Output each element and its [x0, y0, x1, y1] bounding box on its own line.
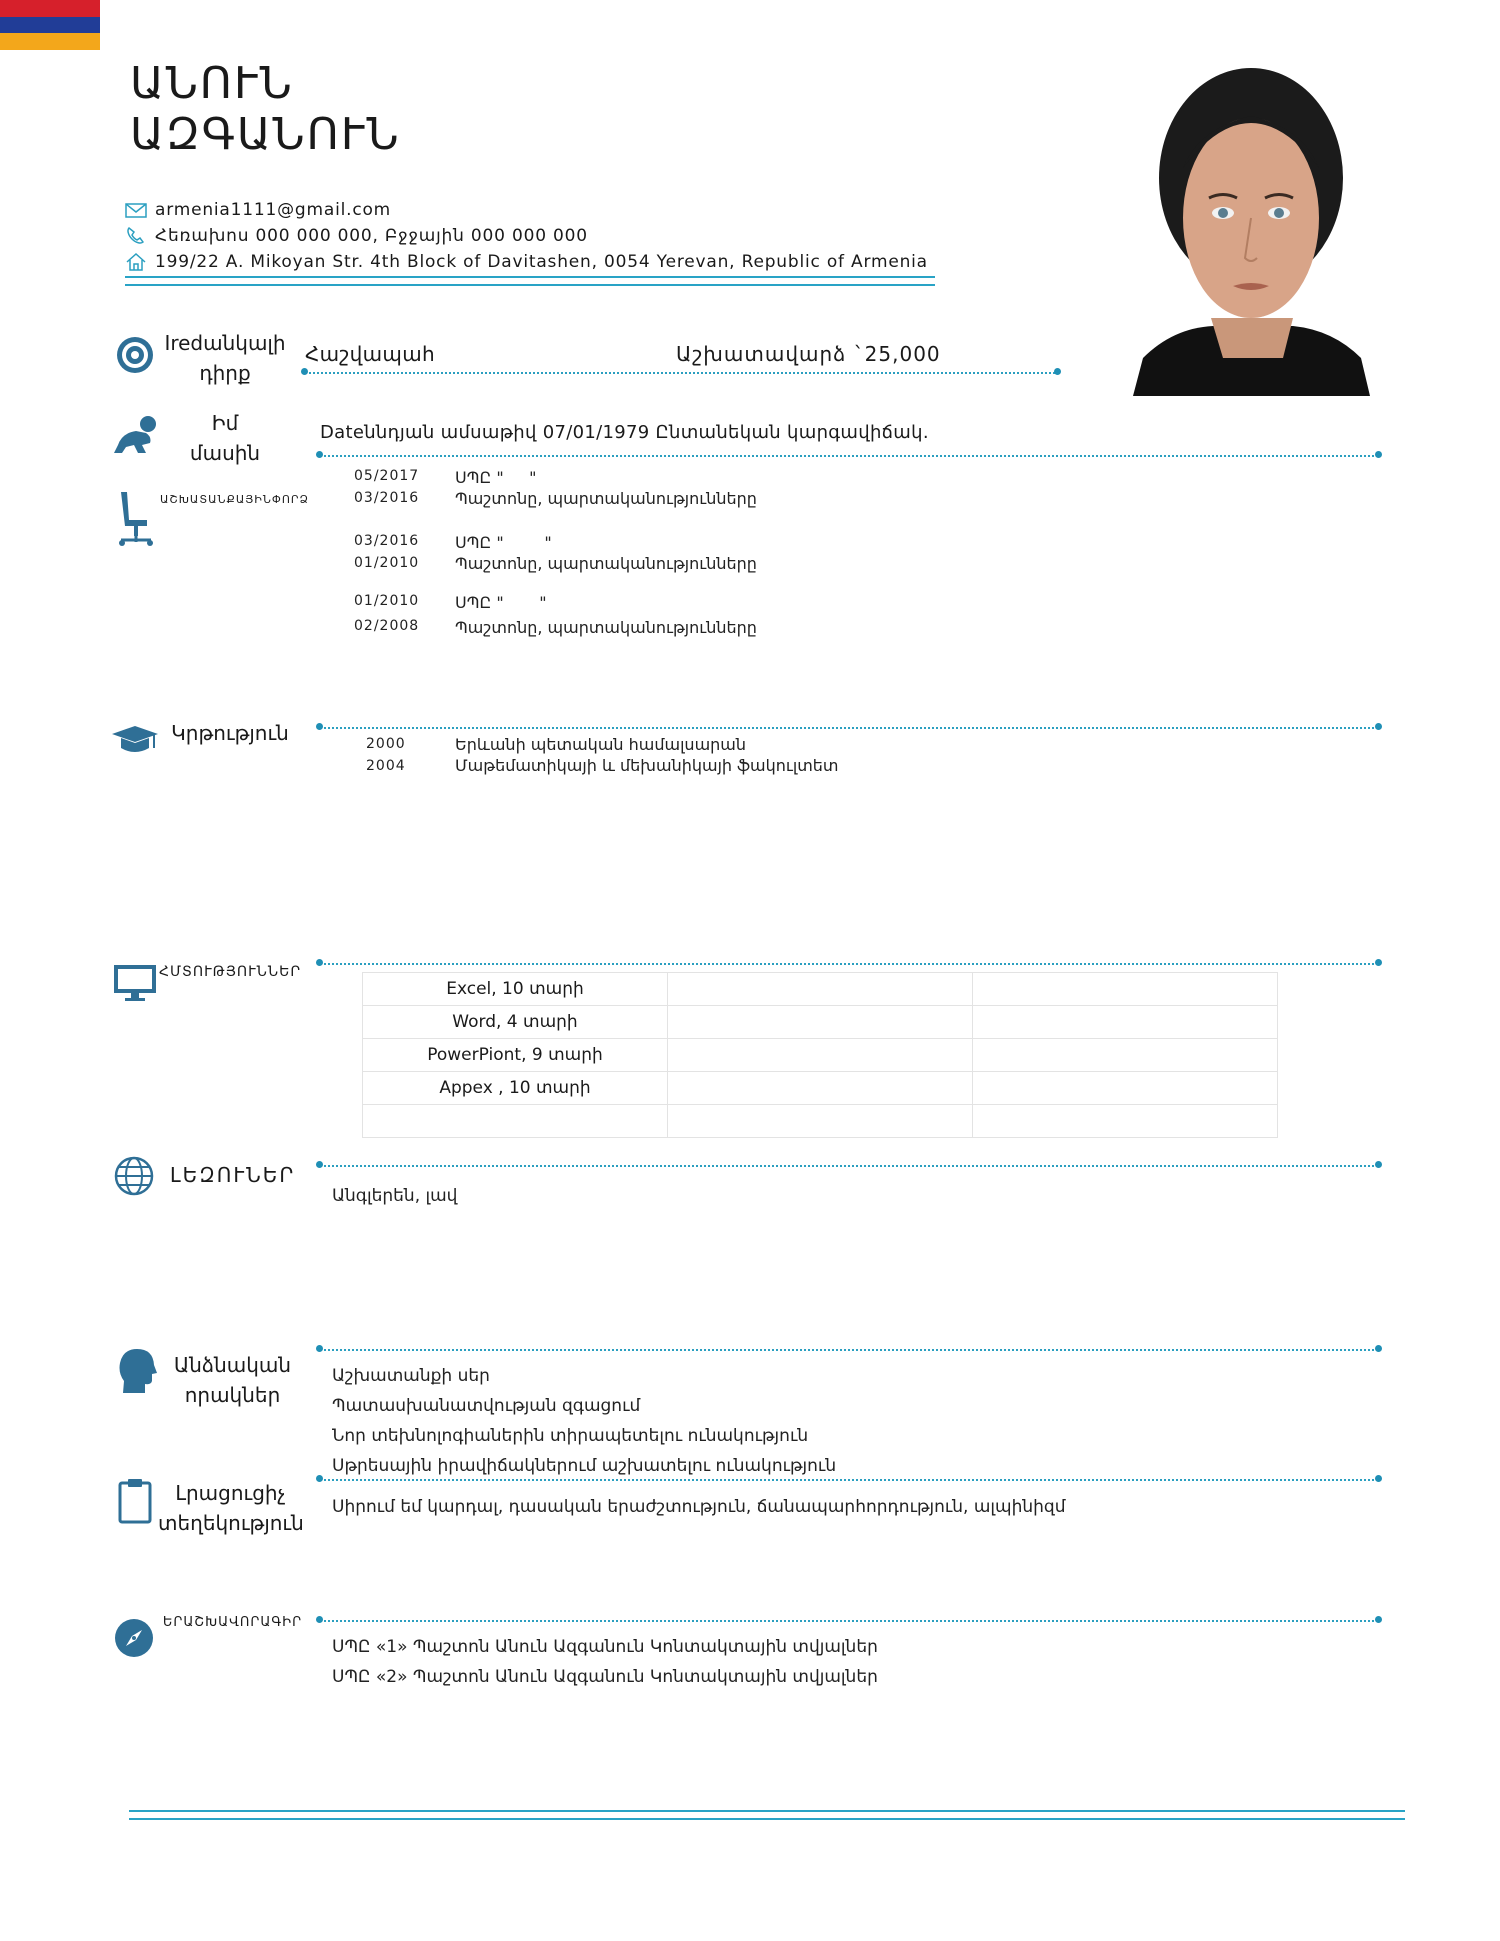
- experience-company: ՍՊԸ " ": [455, 468, 537, 487]
- personal-item: Աշխատանքի սեր: [332, 1366, 490, 1386]
- divider-dot: [1375, 1345, 1382, 1352]
- recommendation-item: ՍՊԸ «2» Պաշտոն Անուն Ազգանուն Կոնտակտային տվյալներ: [332, 1667, 878, 1687]
- divider-dot: [1375, 1161, 1382, 1168]
- recommendations-label: ԵՐԱՇԽԱՎՈՐԱԳԻՐ: [162, 1615, 303, 1630]
- recommendation-item: ՍՊԸ «1» Պաշտոն Անուն Ազգանուն Կոնտակտային տվյալներ: [332, 1637, 878, 1657]
- experience-role: Պաշտոնը, պարտականությունները: [455, 489, 757, 508]
- divider-dot: [316, 959, 323, 966]
- profile-photo: [1133, 58, 1370, 396]
- education-university: Երևանի պետական համալսարան: [455, 735, 747, 754]
- recommendations-divider: [320, 1620, 1378, 1622]
- skills-table: [362, 972, 1278, 1138]
- divider-dot: [301, 368, 308, 375]
- experience-company: ՍՊԸ " ": [455, 533, 552, 552]
- personal-divider: [320, 1349, 1378, 1351]
- contact-address: [125, 252, 928, 272]
- skills-divider: [320, 963, 1378, 965]
- personal-item: Պատասխանատվության զգացում: [332, 1396, 641, 1416]
- flag-stripe-orange: [0, 33, 100, 50]
- position-divider: [305, 372, 1055, 374]
- personal-item: Նոր տեխնոլոգիաներին տիրապետելու ունակություն: [332, 1426, 809, 1446]
- personal-label-line2: որակներ: [184, 1383, 281, 1407]
- empty-cell: [668, 1105, 973, 1138]
- languages-text: Անգլերեն, լավ: [332, 1186, 458, 1206]
- experience-company: ՍՊԸ " ": [455, 593, 547, 612]
- divider-dot: [316, 451, 323, 458]
- empty-cell: [973, 1039, 1278, 1072]
- additional-label: [158, 1478, 303, 1538]
- contact-phone: [125, 226, 588, 246]
- table-row: [363, 1105, 1278, 1138]
- last-name: ԱԶԳԱՆՈՒՆ: [130, 109, 401, 160]
- target-icon: [115, 335, 155, 375]
- about-divider: [320, 455, 1378, 457]
- divider-dot: [1375, 1616, 1382, 1623]
- about-text: Dateննդյան ամսաթիվ 07/01/1979 Ընտանեկան կարգավիճակ.: [320, 422, 929, 443]
- additional-divider: [320, 1479, 1378, 1481]
- contact-email: [125, 200, 391, 220]
- header-divider: [125, 276, 935, 286]
- skill-cell: PowerPiont, 9 տարի: [363, 1039, 668, 1072]
- empty-cell: [668, 1039, 973, 1072]
- position-title: Հաշվապահ: [305, 342, 435, 366]
- globe-icon: [114, 1156, 154, 1196]
- office-chair-icon: [117, 490, 153, 546]
- table-row: [363, 1072, 1278, 1105]
- education-start-year: 2000: [366, 736, 406, 752]
- empty-cell: [973, 973, 1278, 1006]
- empty-cell: [973, 1006, 1278, 1039]
- divider-dot: [1375, 1475, 1382, 1482]
- additional-text: Սիրում եմ կարդալ, դասական երաժշտություն, ճանապարհորդություն, ալպինիզմ: [332, 1497, 1066, 1517]
- skill-cell: Excel, 10 տարի: [363, 973, 668, 1006]
- experience-label: ԱՇԽԱՏԱՆՔԱՅԻՆՓՈՐՁ: [160, 493, 309, 506]
- table-row: [363, 973, 1278, 1006]
- experience-date-to: 03/2016: [354, 533, 420, 549]
- divider-dot: [1375, 959, 1382, 966]
- additional-label-line1: Լրացուցիչ: [175, 1481, 286, 1505]
- additional-label-line2: տեղեկություն: [158, 1511, 304, 1535]
- email-text: armenia1111@gmail.com: [155, 200, 392, 220]
- position-label: [150, 328, 300, 388]
- divider-dot: [1054, 368, 1061, 375]
- experience-date-from: 02/2008: [354, 618, 420, 634]
- position-label-line2: դիրք: [199, 361, 251, 385]
- footer-divider: [129, 1810, 1405, 1820]
- divider-dot: [316, 1616, 323, 1623]
- baby-icon: [112, 415, 160, 455]
- phone-text: Հեռախոս 000 000 000, Բջջային 000 000 000: [155, 226, 588, 246]
- compass-icon: [114, 1618, 154, 1658]
- skill-cell: Appex , 10 տարի: [363, 1072, 668, 1105]
- experience-role: Պաշտոնը, պարտականությունները: [455, 618, 757, 637]
- divider-dot: [1375, 451, 1382, 458]
- skills-label: ՀՄՏՈՒԹՅՈՒՆՆԵՐ: [158, 964, 302, 980]
- experience-date-to: 01/2010: [354, 593, 420, 609]
- flag-stripe-blue: [0, 17, 100, 34]
- empty-cell: [973, 1105, 1278, 1138]
- divider-dot: [316, 723, 323, 730]
- divider-dot: [316, 1475, 323, 1482]
- personal-label-line1: Անձնական: [173, 1353, 292, 1377]
- divider-dot: [316, 1161, 323, 1168]
- experience-date-from: 01/2010: [354, 555, 420, 571]
- table-row: [363, 1039, 1278, 1072]
- position-label-line1: Iredանկալի: [164, 331, 286, 355]
- education-label: Կրթություն: [171, 721, 289, 745]
- experience-date-to: 05/2017: [354, 468, 420, 484]
- empty-cell: [973, 1072, 1278, 1105]
- phone-icon: [125, 226, 147, 246]
- languages-divider: [320, 1165, 1378, 1167]
- languages-label: ԼԵԶՈՒՆԵՐ: [170, 1163, 296, 1187]
- position-salary: Աշխատավարձ `25,000: [676, 342, 941, 366]
- first-name: ԱՆՈՒՆ: [130, 58, 294, 109]
- skill-cell: Word, 4 տարի: [363, 1006, 668, 1039]
- monitor-icon: [113, 964, 157, 1002]
- home-icon: [125, 252, 147, 272]
- empty-cell: [668, 973, 973, 1006]
- flag-stripe-red: [0, 0, 100, 17]
- personal-label: [165, 1350, 300, 1410]
- skill-cell: [363, 1105, 668, 1138]
- experience-role: Պաշտոնը, պարտականությունները: [455, 554, 757, 573]
- envelope-icon: [125, 200, 147, 220]
- empty-cell: [668, 1006, 973, 1039]
- about-label-line2: մասին: [189, 441, 261, 465]
- head-profile-icon: [117, 1347, 157, 1395]
- education-faculty: Մաթեմատիկայի և մեխանիկայի ֆակուլտետ: [455, 756, 839, 775]
- empty-cell: [668, 1072, 973, 1105]
- armenian-flag: [0, 0, 100, 50]
- about-label-line1: Իմ: [211, 411, 239, 435]
- graduation-cap-icon: [110, 724, 160, 756]
- education-end-year: 2004: [366, 758, 406, 774]
- personal-item: Սթրեսային իրավիճակներում աշխատելու ունակություն: [332, 1456, 837, 1476]
- experience-date-from: 03/2016: [354, 490, 420, 506]
- divider-dot: [1375, 723, 1382, 730]
- table-row: [363, 1006, 1278, 1039]
- address-text: 199/22 A. Mikoyan Str. 4th Block of Davitashen, 0054 Yerevan, Republic of Armenia: [155, 252, 928, 272]
- divider-dot: [316, 1345, 323, 1352]
- education-divider: [320, 727, 1378, 729]
- about-label: [160, 408, 290, 468]
- clipboard-icon: [118, 1478, 152, 1524]
